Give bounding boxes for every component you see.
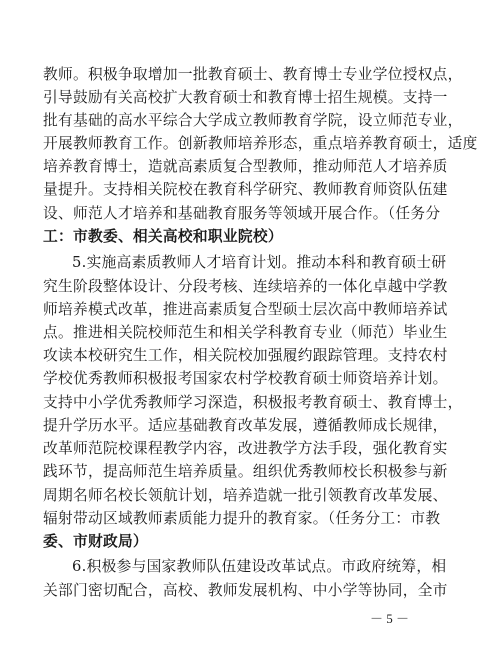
- text-line: 量提升。支持相关院校在教育科学研究、教师教育师资队伍建: [43, 181, 448, 198]
- text-line: 提升学历水平。适应基础教育改革发展，遵循教师成长规律，: [43, 417, 448, 434]
- text-line: 周期名师名校长领航计划，培养造就一批引领教育改革发展、: [43, 487, 448, 504]
- text-line: 点。推进相关院校师范生和相关学科教育专业（师范）毕业生: [43, 324, 448, 341]
- text-line: 学校优秀教师积极报考国家农村学校教育硕士师资培养计划。: [43, 370, 448, 387]
- text-line: 教师。积极争取增加一批教育硕士、教育博士专业学位授权点，: [43, 66, 463, 83]
- text-line: 攻读本校研究生工作，相关院校加强履约跟踪管理。支持农村: [43, 347, 448, 364]
- text-line: 究生阶段整体设计、分段考核、连续培养的一体化卓越中学教: [43, 278, 448, 295]
- text-line: 6.积极参与国家教师队伍建设改革试点。市政府统筹，相: [72, 558, 447, 575]
- text-line: 培养教育博士，造就高素质复合型教师，推动师范人才培养质: [43, 158, 448, 175]
- text-line: 引导鼓励有关高校扩大教育硕士和教育博士招生规模。支持一: [43, 89, 448, 106]
- text-line: 支持中小学优秀教师学习深造，积极报考教育硕士、教育博士，: [43, 394, 463, 411]
- text-line: 践环节，提高师范生培养质量。组织优秀教师校长积极参与新: [43, 463, 448, 480]
- text-line: 改革师范院校课程教学内容，改进教学方法手段，强化教育实: [43, 440, 448, 457]
- text-line: 委、市财政局）: [43, 533, 148, 550]
- text-line: 辐射带动区域教师素质能力提升的教育家。（任务分工：市教: [43, 510, 441, 527]
- text-line: 设、师范人才培养和基础教育服务等领域开展合作。（任务分: [43, 205, 441, 222]
- text-line: 关部门密切配合，高校、教师发展机构、中小学等协同，全市: [43, 582, 448, 599]
- text-line: 开展教师教育工作。创新教师培养形态，重点培养教育硕士，适度: [43, 135, 478, 152]
- text-line: 工：市教委、相关高校和职业院校）: [43, 228, 283, 245]
- text-line: 5.实施高素质教师人才培育计划。推动本科和教育硕士研: [72, 254, 447, 271]
- text-line: 批有基础的高水平综合大学成立教师教育学院，设立师范专业，: [43, 112, 463, 129]
- page-number: － 5 －: [370, 611, 410, 626]
- text-line: 师培养模式改革，推进高素质复合型硕士层次高中教师培养试: [43, 301, 448, 318]
